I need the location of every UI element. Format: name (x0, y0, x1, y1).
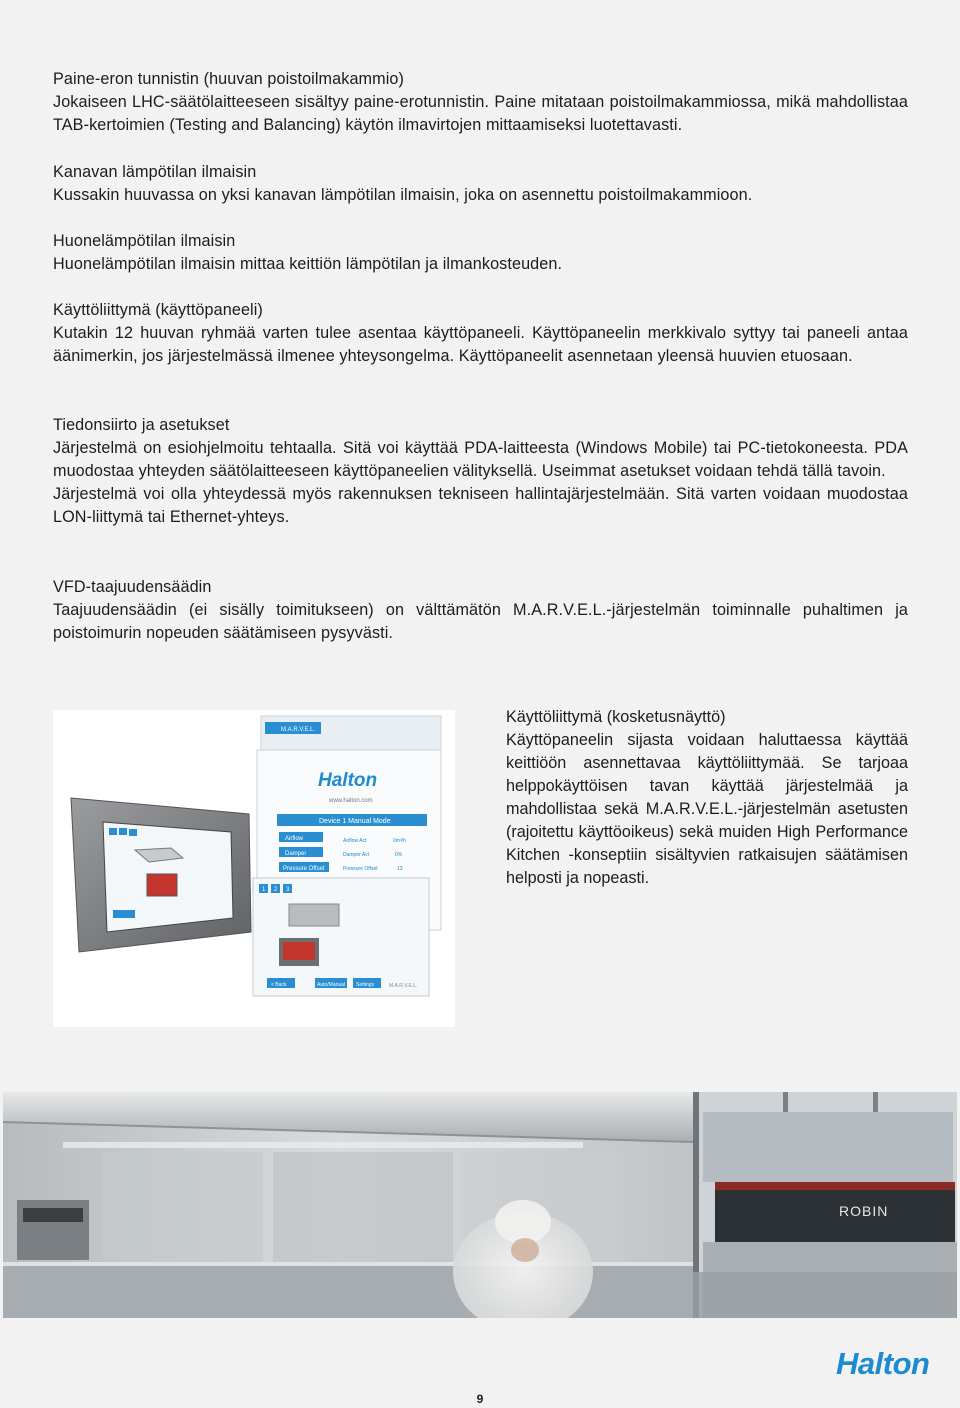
ship-name: ROBIN (839, 1203, 889, 1219)
touchscreen-device-image (53, 710, 455, 1027)
section-body: Jokaiseen LHC-säätölaitteeseen sisältyy paine-erotunnistin. Paine mitataan poistoilmakammiossa, mikä mahdollistaa TAB-kertoimien (Testing and Balancing) käytön ilmavirtojen mittaamiseksi luotettavasti. (53, 93, 908, 134)
page-number: 9 (476, 1392, 484, 1406)
screen-footer-brand: M.A.R.V.E.L. (389, 983, 418, 989)
screen-tab-2: 2 (274, 887, 278, 893)
screen-logo: Halton (318, 770, 378, 791)
section-heading: Huonelämpötilan ilmaisin (53, 232, 236, 250)
section-body: Huonelämpötilan ilmaisin mittaa keittiön lämpötilan ja ilmankosteuden. (53, 255, 563, 273)
screen-website: www.halton.com (329, 798, 373, 804)
section-vfd (53, 576, 908, 645)
touchscreen-heading: Käyttöliittymä (kosketusnäyttö) (506, 708, 726, 726)
section-data-transfer (53, 414, 908, 529)
section-duct-temperature (53, 161, 908, 207)
screen-button-airflow: Airflow (285, 836, 304, 842)
section-control-panel (53, 299, 908, 368)
touchscreen-illustration (53, 710, 455, 1027)
screen-readout-pressure: Pressure Offset (343, 866, 378, 872)
screen-tab-3: 3 (286, 887, 290, 893)
kitchen-scene (3, 1092, 957, 1318)
section-body: Kutakin 12 huuvan ryhmää varten tulee asentaa käyttöpaneeli. Käyttöpaneelin merkkivalo syttyy tai paneeli antaa äänimerkin, jos järjestelmässä ilmenee yhteysongelma. Käyttöpaneelit asennetaan yleensä huuvien etuosaan. (53, 324, 908, 365)
section-heading: VFD-taajuudensäädin (53, 578, 212, 596)
screen-brand-tab: M.A.R.V.E.L. (281, 727, 316, 733)
screen-value-airflow: 0m³/h (393, 838, 406, 844)
screen-button-damper: Damper (285, 851, 307, 857)
section-body-2: Järjestelmä voi olla yhteydessä myös rakennuksen tekniseen hallintajärjestelmään. Sitä varten voidaan muodostaa LON-liittymä tai Ethernet-yhteys. (53, 485, 908, 526)
section-pressure-sensor (53, 68, 908, 137)
screen-readout-damper: Damper Act (343, 852, 370, 858)
section-body: Kussakin huuvassa on yksi kanavan lämpötilan ilmaisin, joka on asennettu poistoilmakammioon. (53, 186, 753, 204)
screen-value-damper: 0% (395, 852, 403, 858)
footer-logo-text: Halton (836, 1346, 930, 1380)
section-body: Järjestelmä on esiohjelmoitu tehtaalla. Sitä voi käyttää PDA-laitteesta (Windows Mobile) tai PC-tietokoneesta. PDA muodostaa yhteyden säätölaitteeseen käyttöpaneelien välityksellä. Useimmat asetukset voidaan tehdä tällä tavoin. (53, 439, 908, 480)
screen-readout-airflow: Airflow Act (343, 838, 367, 844)
section-room-temperature (53, 230, 908, 276)
screen-nav-settings: Settings (356, 982, 375, 988)
screen-value-pressure: 13 (397, 866, 403, 872)
halton-logo-icon (834, 1344, 958, 1380)
kitchen-photo (3, 1092, 957, 1318)
touchscreen-description (506, 706, 908, 890)
section-body: Taajuudensäädin (ei sisälly toimitukseen) on välttämätön M.A.R.V.E.L.-järjestelmän toiminnalle puhaltimen ja poistoimurin nopeuden säätämiseen pysyvästi. (53, 601, 908, 642)
footer-logo (834, 1344, 958, 1380)
screen-nav-back: < Back (271, 982, 287, 988)
section-heading: Kanavan lämpötilan ilmaisin (53, 163, 257, 181)
section-heading: Tiedonsiirto ja asetukset (53, 416, 230, 434)
section-heading: Paine-eron tunnistin (huuvan poistoilmakammio) (53, 70, 405, 88)
screen-tab-1: 1 (262, 887, 266, 893)
touchscreen-body: Käyttöpaneelin sijasta voidaan haluttaessa käyttää keittiöön asennettavaa käyttöliittymää. Se tarjoaa helppokäyttöisen tavan käyttää järjestelmää ja mahdollistaa sekä M.A.R.V.E.L.-järjestelmän asetusten (rajoitettu käyttöoikeus) sekä muiden High Performance Kitchen -konseptiin sisältyvien ratkaisujen säätämisen helposti ja nopeasti. (506, 731, 908, 887)
screen-nav-auto: Auto/Manual (317, 982, 346, 988)
section-heading: Käyttöliittymä (käyttöpaneeli) (53, 301, 263, 319)
screen-mode-title: Device 1 Manual Mode (319, 818, 391, 825)
screen-button-pressure: Pressure Offset (283, 866, 325, 872)
